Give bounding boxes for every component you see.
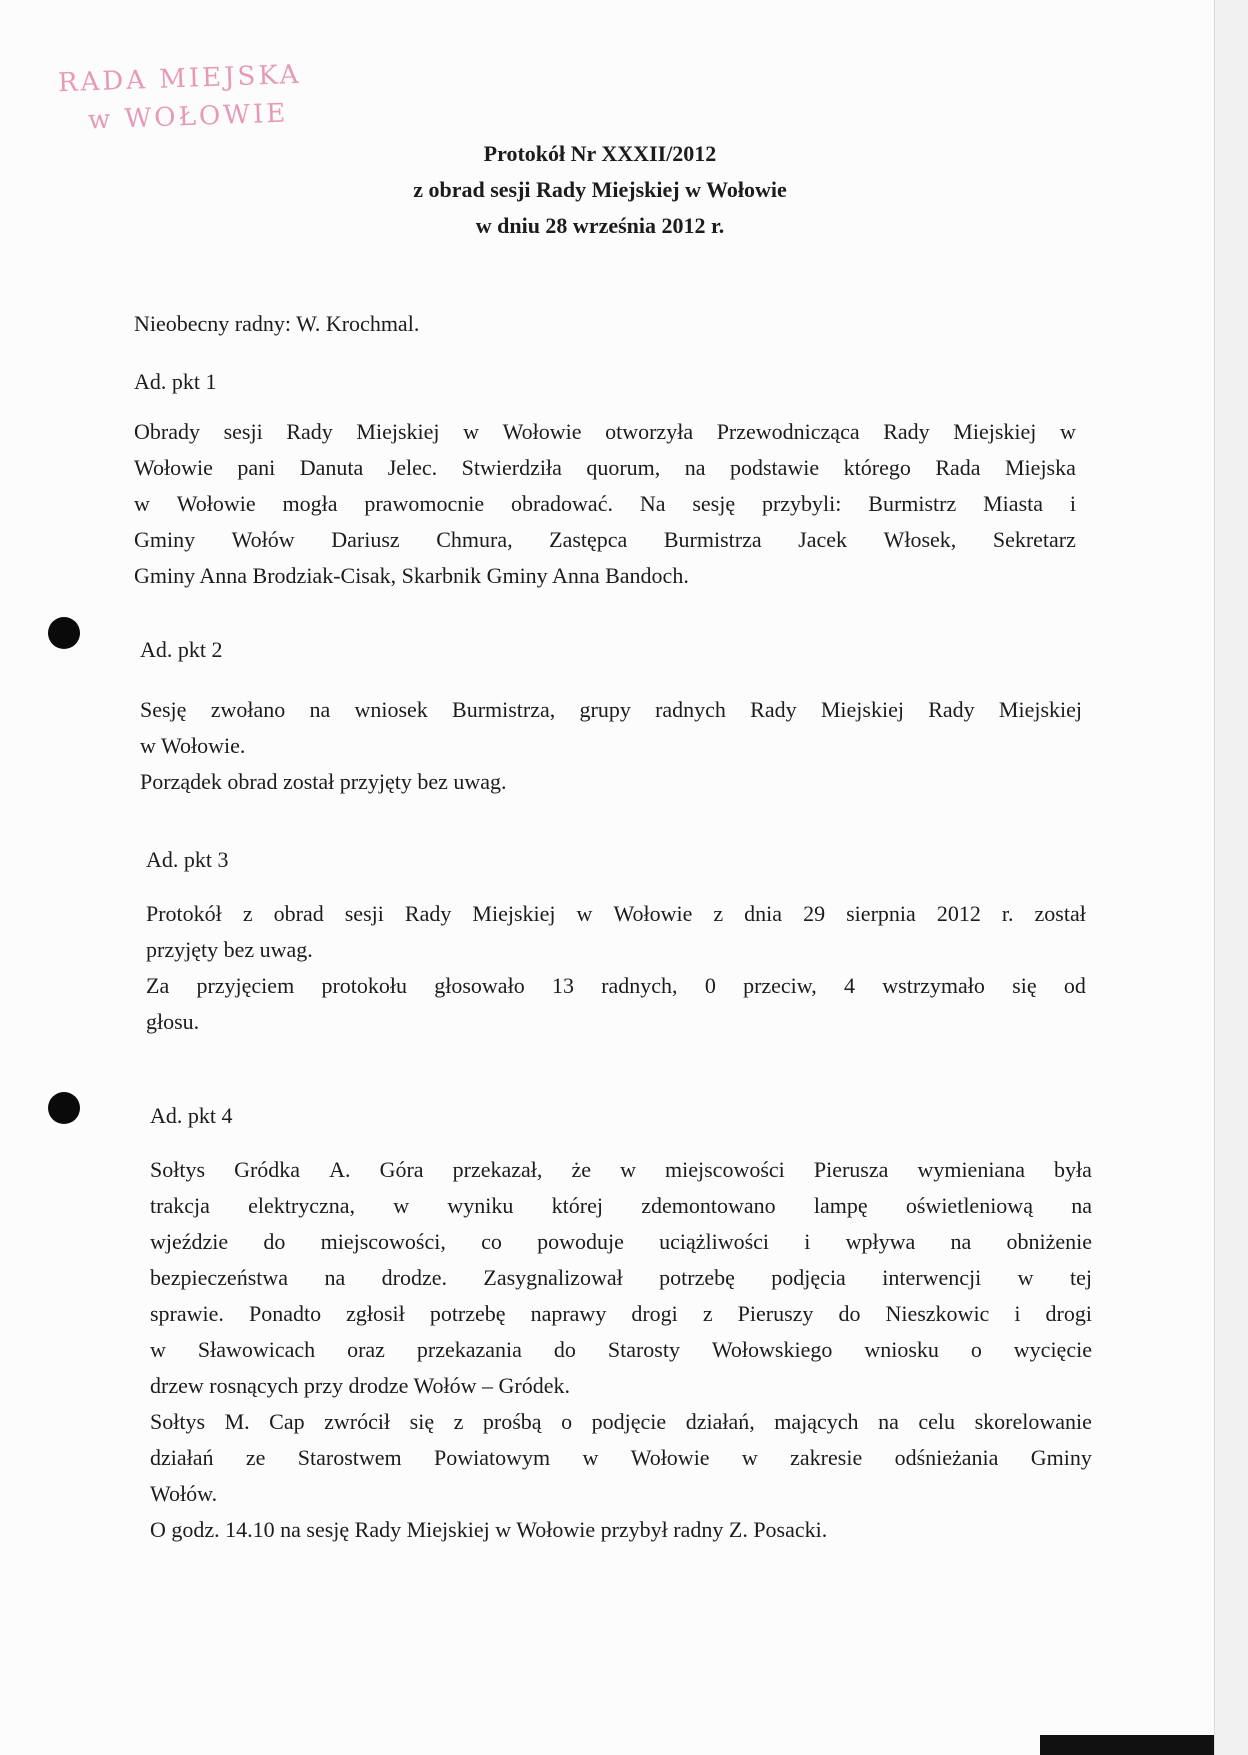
punch-hole <box>48 617 80 649</box>
body-line: drzew rosnących przy drodze Wołów – Gródek. <box>150 1373 570 1398</box>
body-line: sprawie. Ponadto zgłosił potrzebę naprawy drogi z Pieruszy do Nieszkowic i drogi <box>150 1301 1092 1326</box>
title-line-1: Protokół Nr XXXII/2012 <box>483 141 717 166</box>
section-heading-4: Ad. pkt 4 <box>150 1103 233 1128</box>
body-line: O godz. 14.10 na sesję Rady Miejskiej w Wołowie przybył radny Z. Posacki. <box>150 1517 828 1542</box>
stamp-line-2: w WOŁOWIE <box>87 98 289 136</box>
stamp-line-1: RADA MIEJSKA <box>57 59 302 99</box>
body-line: w Wołowie. <box>140 733 246 758</box>
section-body-4 <box>150 1152 1092 1548</box>
body-line: w Sławowicach oraz przekazania do Starosty Wołowskiego wniosku o wycięcie <box>150 1337 1092 1362</box>
body-line: głosu. <box>146 1009 200 1034</box>
body-line: działań ze Starostwem Powiatowym w Wołowie w zakresie odśnieżania Gminy <box>150 1445 1092 1470</box>
body-line: Sołtys M. Cap zwrócił się z prośbą o podjęcie działań, mających na celu skorelowanie <box>150 1409 1092 1434</box>
body-line: Porządek obrad został przyjęty bez uwag. <box>140 769 507 794</box>
scan-right-edge <box>1214 0 1248 1755</box>
body-line: w Wołowie mogła prawomocnie obradować. Na sesję przybyli: Burmistrz Miasta i <box>134 491 1076 516</box>
section-heading-1: Ad. pkt 1 <box>134 369 217 394</box>
body-line: Wołowie pani Danuta Jelec. Stwierdziła quorum, na podstawie którego Rada Miejska <box>134 455 1076 480</box>
body-line: Protokół z obrad sesji Rady Miejskiej w Wołowie z dnia 29 sierpnia 2012 r. został <box>146 901 1086 926</box>
body-line: bezpieczeństwa na drodze. Zasygnalizował potrzebę podjęcia interwencji w tej <box>150 1265 1092 1290</box>
title-line-3: w dniu 28 września 2012 r. <box>475 213 725 238</box>
body-line: Gminy Anna Brodziak-Cisak, Skarbnik Gminy Anna Bandoch. <box>134 563 689 588</box>
section-body-1 <box>134 414 1076 594</box>
body-line: Sołtys Gródka A. Góra przekazał, że w miejscowości Pierusza wymieniana była <box>150 1157 1092 1182</box>
title-line-2: z obrad sesji Rady Miejskiej w Wołowie <box>413 177 787 202</box>
body-line: Sesję zwołano na wniosek Burmistrza, grupy radnych Rady Miejskiej Rady Miejskiej <box>140 697 1082 722</box>
body-line: wjeździe do miejscowości, co powoduje uciążliwości i wpływa na obniżenie <box>150 1229 1092 1254</box>
body-line: Wołów. <box>150 1481 218 1506</box>
section-heading-2: Ad. pkt 2 <box>140 637 223 662</box>
council-stamp <box>57 59 358 144</box>
body-line: Gminy Wołów Dariusz Chmura, Zastępca Burmistrza Jacek Włosek, Sekretarz <box>134 527 1076 552</box>
body-line: trakcja elektryczna, w wyniku której zdemontowano lampę oświetleniową na <box>150 1193 1092 1218</box>
scan-edge-bar <box>1040 1735 1214 1755</box>
section-body-3 <box>146 896 1086 1040</box>
body-line: przyjęty bez uwag. <box>146 937 313 962</box>
body-line: Obrady sesji Rady Miejskiej w Wołowie otworzyła Przewodnicząca Rady Miejskiej w <box>134 419 1076 444</box>
body-line: Za przyjęciem protokołu głosowało 13 radnych, 0 przeciw, 4 wstrzymało się od <box>146 973 1086 998</box>
punch-hole <box>48 1092 80 1124</box>
absent-councillor: Nieobecny radny: W. Krochmal. <box>134 311 420 336</box>
section-heading-3: Ad. pkt 3 <box>146 847 229 872</box>
document-title <box>300 136 900 244</box>
section-body-2 <box>140 692 1082 800</box>
